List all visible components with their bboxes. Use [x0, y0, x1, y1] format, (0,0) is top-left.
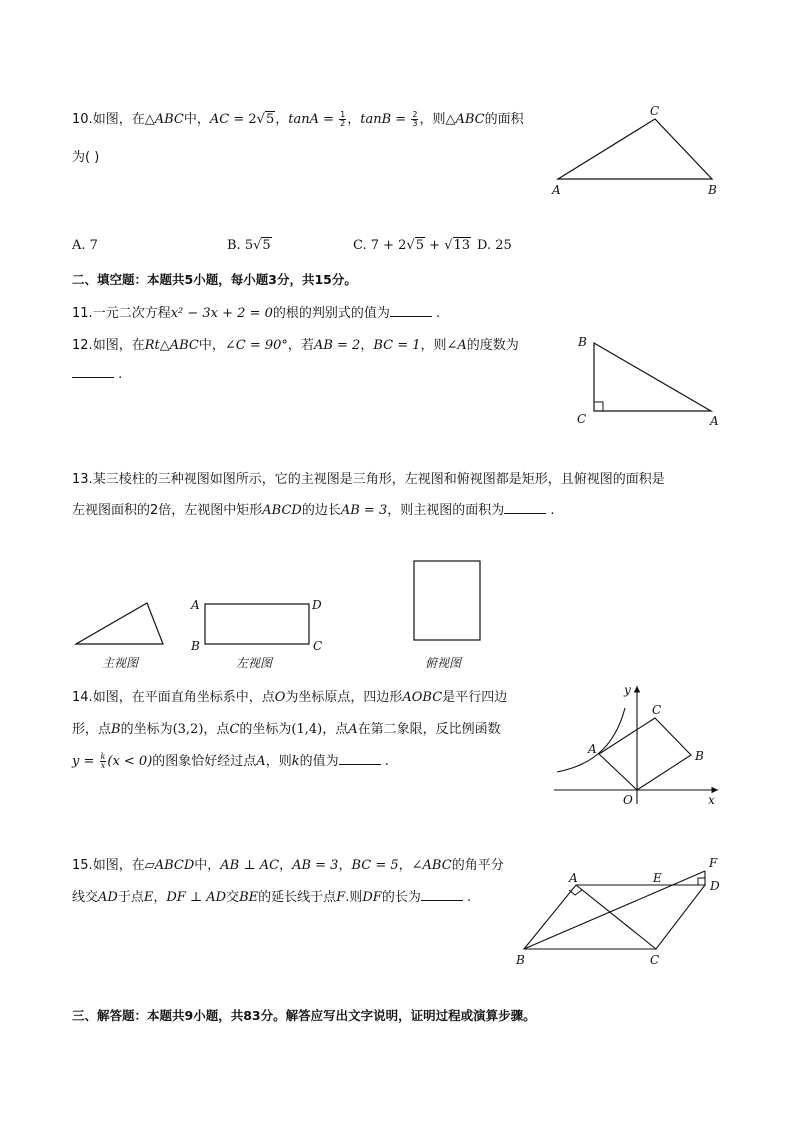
q12-label-a: A: [710, 414, 719, 428]
q15-parallelogram-figure: [510, 852, 730, 972]
q14-line1: 14.如图，在平面直角坐标系中，点O为坐标原点，四边形AOBC是平行四边: [72, 690, 508, 705]
q14-line3: y = $\frac{k}{x}$ (x < 0)的图象恰好经过点A，则k的值为 .: [72, 752, 389, 770]
q15-label-b: B: [516, 953, 525, 967]
q15-label-f: F: [709, 856, 718, 870]
q14-coordinate-figure: [548, 680, 728, 810]
q14-label-c: C: [652, 703, 662, 717]
q14-label-b: B: [695, 749, 704, 763]
q15-label-c: C: [650, 953, 660, 967]
left-view-rectangle: [205, 604, 309, 644]
q14-label-y: y: [624, 683, 631, 697]
q14-label-a: A: [588, 742, 597, 756]
q10-triangle: [558, 119, 712, 179]
q13-views-figure: [70, 555, 500, 675]
q15-answer-blank[interactable]: [421, 889, 463, 901]
q13-label-d: D: [312, 598, 322, 612]
q10-label-c: C: [650, 104, 660, 118]
q12-line1: 12.如图，在Rt△ABC中，∠C = 90°，若AB = 2，BC = 1，则∠A的度数为: [72, 338, 519, 353]
q14-answer-blank[interactable]: [339, 753, 381, 765]
q12-triangle: [594, 343, 711, 411]
q10-option-c: C. 7 + 2√5 + √13: [353, 238, 471, 253]
parallelogram-aobc: [599, 718, 691, 790]
q15-label-d: D: [710, 879, 720, 893]
q13-label-c: C: [313, 639, 323, 653]
q14-label-o: O: [623, 793, 633, 807]
top-view-caption: 俯视图: [425, 656, 462, 670]
q13-label-a: A: [191, 598, 200, 612]
diagonal-ac: [576, 885, 656, 949]
q12-right-triangle-figure: [570, 330, 730, 430]
q11-answer-blank[interactable]: [390, 305, 432, 317]
front-view-triangle: [76, 603, 163, 644]
q10-label-a: A: [552, 183, 561, 197]
q15-line1: 15.如图，在▱ABCD中，AB ⊥ AC，AB = 3，BC = 5，∠ABC的角平分: [72, 858, 504, 873]
right-angle-mark-d: [698, 878, 705, 885]
q10-line1: 10.如图，在△ABC中，AC = 2√5，tanA = $\frac{1}{2}$ ，tanB = $\frac{2}{3}$ ，则△ABC的面积: [72, 110, 524, 128]
q12-label-b: B: [578, 335, 587, 349]
section-2-heading: 二、填空题：本题共5小题，每小题3分，共15分。: [72, 272, 357, 287]
q11-text: 11.一元二次方程x² − 3x + 2 = 0的根的判别式的值为 .: [72, 306, 441, 321]
fraction-two-thirds: $\frac{2}{3}$: [412, 110, 418, 128]
q13-line1: 13.某三棱柱的三种视图如图所示，它的主视图是三角形，左视图和俯视图都是矩形，且俯视图的面积是: [72, 472, 665, 487]
fraction-one-half: $\frac{1}{2}$: [340, 110, 346, 128]
left-view-caption: 左视图: [236, 656, 273, 670]
q10-line2: 为( ): [72, 150, 100, 165]
front-view-caption: 主视图: [102, 656, 139, 670]
q13-answer-blank[interactable]: [504, 502, 546, 514]
fraction-k-over-x: $\frac{k}{x}$: [100, 752, 106, 770]
top-view-rectangle: [414, 561, 480, 640]
section-3-heading: 三、解答题：本题共9小题，共83分。解答应写出文字说明，证明过程或演算步骤。: [72, 1008, 536, 1023]
line-bf: [524, 871, 705, 949]
hyperbola-curve: [557, 708, 625, 772]
q15-line2: 线交AD于点E，DF ⊥ AD交BE的延长线于点F.则DF的长为 .: [72, 890, 472, 905]
q15-label-e: E: [653, 871, 662, 885]
parallelogram-abcd: [524, 885, 705, 949]
q15-label-a: A: [569, 871, 578, 885]
q12-label-c: C: [577, 412, 587, 426]
q13-line2: 左视图面积的2倍，左视图中矩形ABCD的边长AB = 3，则主视图的面积为 .: [72, 503, 555, 518]
q10-triangle-figure: [548, 100, 728, 200]
q10-option-b: B. 5√5: [227, 238, 271, 253]
q12-answer-blank[interactable]: [72, 366, 114, 378]
q14-line2: 形，点B的坐标为(3,2)，点C的坐标为(1,4)，点A在第二象限，反比例函数: [72, 722, 501, 737]
q10-label-b: B: [708, 183, 717, 197]
q14-label-x: x: [708, 793, 715, 807]
q10-option-d: D. 25: [477, 238, 512, 253]
q13-label-b: B: [191, 639, 200, 653]
q10-option-a: A. 7: [72, 238, 98, 253]
q12-line2: .: [72, 366, 122, 382]
q12-right-angle-mark: [594, 402, 603, 411]
